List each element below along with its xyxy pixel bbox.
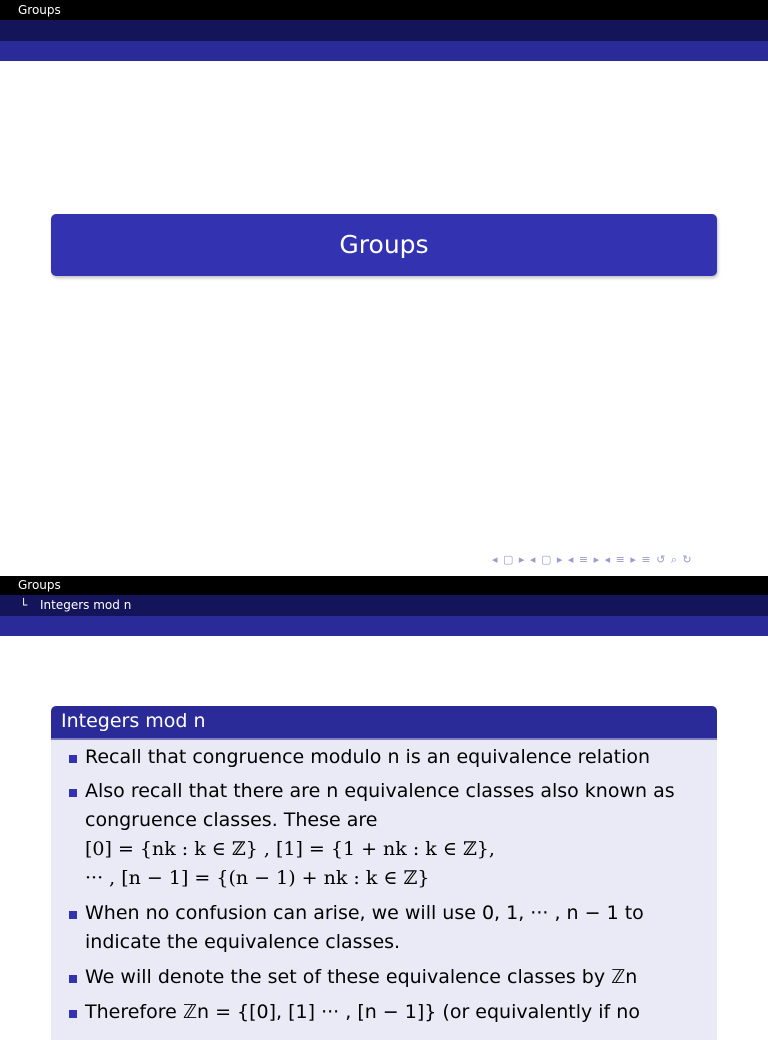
header-band (0, 595, 768, 616)
list-item (85, 963, 695, 992)
item-line: Therefore ℤn = {[0], [1] ··· , [n − 1]} (or equivalently if no (85, 1001, 640, 1023)
list-item (85, 777, 695, 893)
item-line: Also recall that there are n equivalence classes also known as (85, 780, 675, 802)
item-line: indicate the equivalence classes. (85, 931, 401, 953)
navigation-symbols[interactable] (492, 553, 693, 567)
item-line: [0] = {nk : k ∈ ℤ} , [1] = {1 + nk : k ∈ ℤ}, (85, 838, 495, 860)
block-body (51, 738, 717, 1040)
list-item (85, 899, 695, 957)
list-item (85, 743, 695, 772)
item-line: Recall that congruence modulo n is an equivalence relation (85, 746, 651, 768)
bullet-icon (69, 789, 77, 797)
bullet-icon (69, 755, 77, 763)
header-title: Groups (18, 3, 61, 17)
header-bar (0, 0, 768, 20)
header-subtitle: Integers mod n (40, 598, 132, 612)
header-title: Groups (18, 578, 61, 592)
slide-integers-mod-n (0, 576, 768, 1024)
item-line: congruence classes. These are (85, 809, 378, 831)
content-block (51, 706, 717, 1036)
block-title: Integers mod n (51, 706, 717, 738)
list-item (85, 998, 695, 1027)
bullet-icon (69, 911, 77, 919)
item-line: We will denote the set of these equivalence classes by ℤn (85, 966, 638, 988)
bullet-icon (69, 975, 77, 983)
slide-title-text: Groups (339, 230, 429, 259)
header-band-lower (0, 616, 768, 636)
header-band (0, 20, 768, 41)
nav-symbols-text[interactable]: ◂ ▢ ▸ ◂ ▢ ▸ ◂ ≡ ▸ ◂ ≡ ▸ ≡ ↺ ⌕ ↻ (492, 553, 693, 566)
header-band-lower (0, 41, 768, 61)
header-bar (0, 576, 768, 595)
header-subtitle-marker: └ (20, 598, 28, 612)
item-line: ··· , [n − 1] = {(n − 1) + nk : k ∈ ℤ} (85, 867, 430, 889)
bullet-icon (69, 1010, 77, 1018)
title-box (51, 214, 717, 276)
item-line: When no confusion can arise, we will use 0, 1, ··· , n − 1 to (85, 902, 644, 924)
